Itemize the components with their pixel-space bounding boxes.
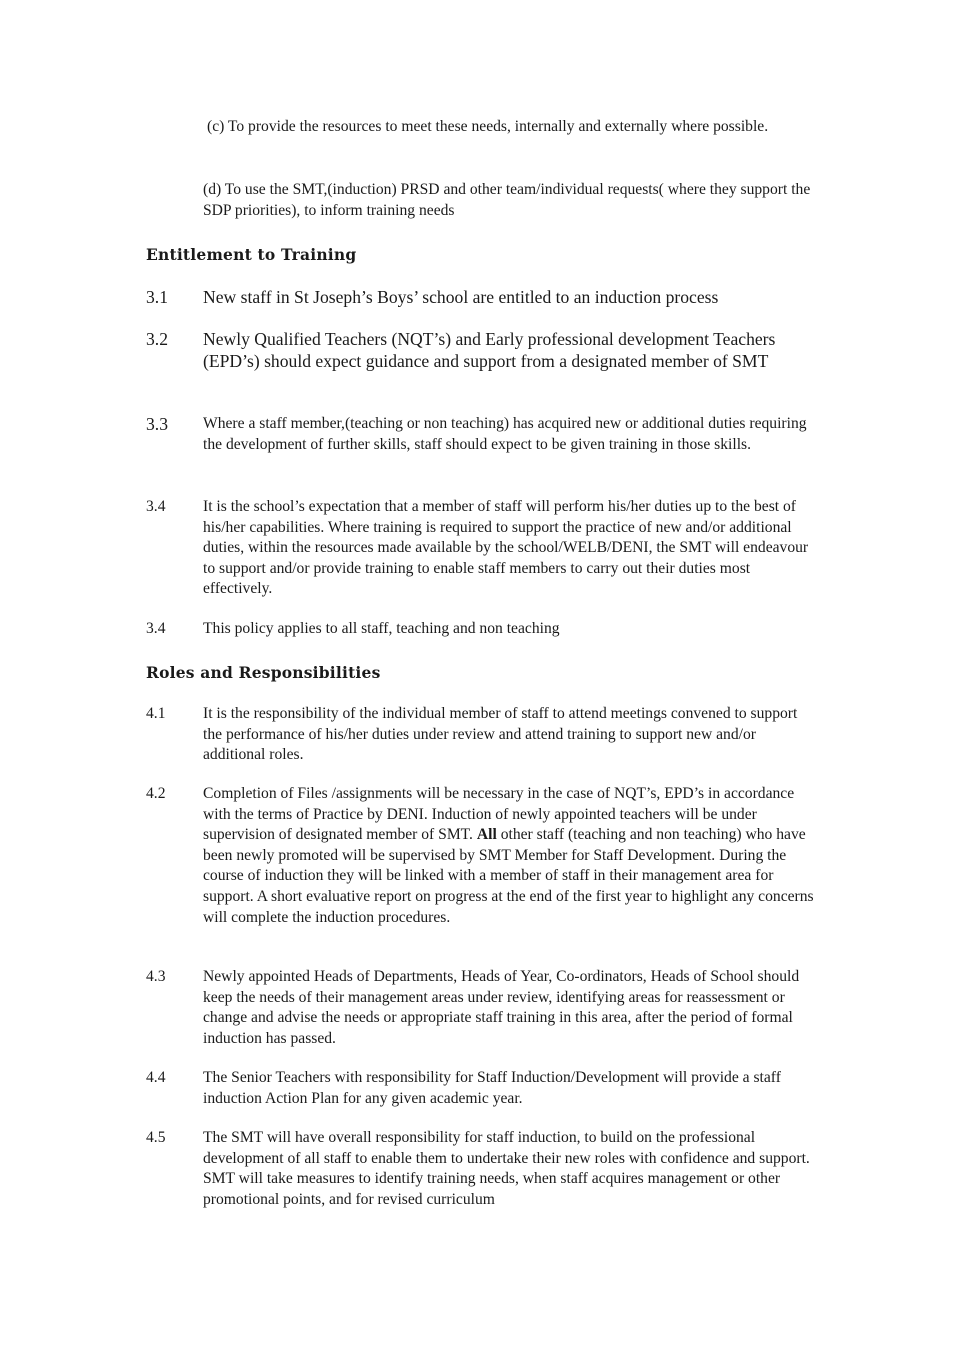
item-text (203, 784, 818, 928)
item-text: Newly Qualified Teachers (NQT’s) and Early professional development Teachers (EPD’s) should expect guidance and support from a designated member of SMT (203, 329, 776, 372)
item-text: The Senior Teachers with responsibility for Staff Induction/Development will provide a staff induction Action Plan for any given academic year. (203, 1069, 781, 1107)
list-item (146, 328, 818, 373)
list-item (146, 784, 818, 928)
item-number: 4.3 (146, 968, 166, 985)
bold-emphasis: All (476, 826, 497, 844)
item-text-part: other staff (teaching and non teaching) who have been newly promoted will be supervised by SMT Member for Staff Development. During the course of induction they will be linked with a member of staff in their management area for support. A short evaluative report on progress at the end of the first year to highlight any concerns will complete the induction procedures. (203, 826, 814, 926)
intro-paragraph-d: (d) To use the SMT,(induction) PRSD and other team/individual requests( where they support the SDP priorities), to inform training needs (203, 181, 811, 219)
item-number: 3.1 (146, 287, 168, 307)
list-item (146, 1128, 818, 1210)
item-text-part: Completion of Files /assignments will be necessary in the case of NQT’s, EPD’s in accordance with the terms of Practice by DENI. Induction of newly appointed teachers will be under supervision of designated member of SMT. (203, 785, 795, 844)
item-number: 4.5 (146, 1129, 166, 1146)
item-number: 3.3 (146, 414, 168, 434)
list-item (146, 967, 818, 1049)
section-heading-entitlement: Entitlement to Training (146, 245, 357, 264)
section-heading-roles: Roles and Responsibilities (146, 663, 381, 682)
item-number: 4.4 (146, 1069, 166, 1086)
item-text: This policy applies to all staff, teaching and non teaching (203, 620, 560, 637)
item-number: 4.1 (146, 705, 166, 722)
list-item (146, 1068, 818, 1109)
list-item (146, 704, 818, 766)
item-number: 3.4 (146, 620, 166, 637)
item-number: 4.2 (146, 785, 166, 802)
list-item (146, 286, 818, 308)
item-text: It is the responsibility of the individual member of staff to attend meetings convened to support the performance of his/her duties under review and attend training to support new and/or additional roles. (203, 705, 798, 764)
item-text: The SMT will have overall responsibility for staff induction, to build on the professional development of all staff to enable them to undertake their new roles with confidence and support. SMT will take measures to identify training needs, when staff acquires management or other promotional points, and for revised curriculum (203, 1129, 810, 1208)
intro-paragraph-c: (c) To provide the resources to meet these needs, internally and externally where possible. (207, 118, 769, 135)
item-number: 3.2 (146, 329, 168, 349)
item-text: New staff in St Joseph’s Boys’ school are entitled to an induction process (203, 287, 719, 307)
item-number: 3.4 (146, 498, 166, 515)
item-text: Newly appointed Heads of Departments, Heads of Year, Co-ordinators, Heads of School should keep the needs of their management areas under review, identifying areas for reassessment or change and advise the needs or appropriate staff training in this area, after the period of formal induction has passed. (203, 968, 800, 1047)
list-item (146, 414, 818, 455)
item-text: It is the school’s expectation that a member of staff will perform his/her duties up to the best of his/her capabilities. Where training is required to support the practice of new and/or additional duties, within the resources made available by the school/WELB/DENI, the SMT will endeavour to support and/or provide training to enable staff members to carry out their duties most effectively. (203, 498, 809, 598)
list-item (146, 619, 818, 640)
item-text: Where a staff member,(teaching or non teaching) has acquired new or additional duties requiring the development of further skills, staff should expect to be given training in those skills. (203, 415, 807, 453)
list-item (146, 497, 818, 600)
